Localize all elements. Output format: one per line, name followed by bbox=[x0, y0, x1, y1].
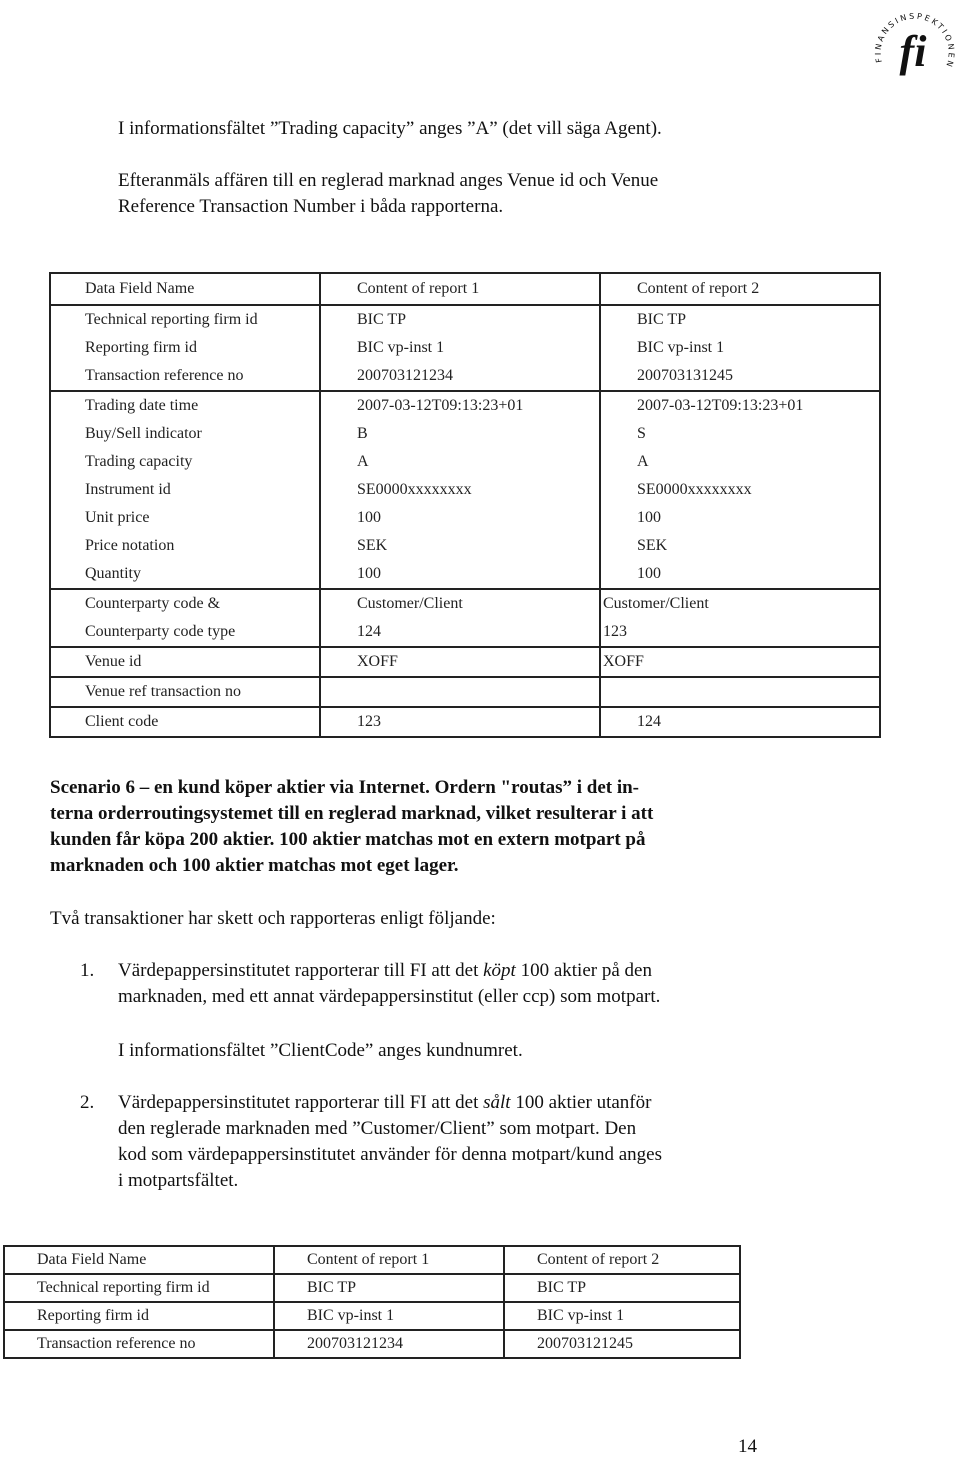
header-cell: Data Field Name bbox=[4, 1246, 274, 1274]
table-row bbox=[50, 391, 880, 420]
table-cell: A bbox=[600, 448, 880, 476]
table-row bbox=[50, 305, 880, 334]
table-cell: 100 bbox=[320, 504, 600, 532]
table-cell: S bbox=[600, 420, 880, 448]
table-cell: BIC TP bbox=[320, 305, 600, 334]
table-cell: Client code bbox=[50, 707, 320, 737]
list-item-1-line1-pre: Värdepappersinstitutet rapporterar till FI att det bbox=[118, 960, 484, 981]
table-row bbox=[50, 532, 880, 560]
header-cell: Content of report 1 bbox=[274, 1246, 504, 1274]
table-cell: BIC TP bbox=[274, 1274, 504, 1302]
list-item-1-emphasis: köpt bbox=[483, 960, 516, 981]
table-header-row bbox=[4, 1246, 740, 1274]
list-item-1-line1-post: 100 aktier på den bbox=[515, 960, 652, 981]
table-cell: BIC TP bbox=[504, 1274, 740, 1302]
table-cell: SE0000xxxxxxxx bbox=[600, 476, 880, 504]
table-row bbox=[50, 707, 880, 737]
list-item-2-text bbox=[118, 1090, 662, 1194]
intro-paragraph-1: I informationsfältet ”Trading capacity” anges ”A” (det vill säga Agent). bbox=[118, 118, 662, 139]
table-cell: BIC vp-inst 1 bbox=[600, 334, 880, 362]
table-cell: Trading date time bbox=[50, 391, 320, 420]
table-row bbox=[50, 476, 880, 504]
table-cell: BIC TP bbox=[600, 305, 880, 334]
table-cell: Instrument id bbox=[50, 476, 320, 504]
list-item-2-line1-pre: Värdepappersinstitutet rapporterar till FI att det bbox=[118, 1092, 484, 1113]
table-cell: SEK bbox=[600, 532, 880, 560]
table-cell: SE0000xxxxxxxx bbox=[320, 476, 600, 504]
table-cell: 100 bbox=[600, 560, 880, 589]
table-row bbox=[50, 677, 880, 707]
list-item-1-text bbox=[118, 958, 660, 1010]
table-cell: Buy/Sell indicator bbox=[50, 420, 320, 448]
page-number: 14 bbox=[738, 1436, 757, 1457]
header-cell: Content of report 1 bbox=[320, 273, 600, 305]
table-cell: 200703121234 bbox=[274, 1330, 504, 1358]
table-row bbox=[50, 448, 880, 476]
table-cell: BIC vp-inst 1 bbox=[274, 1302, 504, 1330]
table-cell: Price notation bbox=[50, 532, 320, 560]
table-cell: 124 bbox=[600, 707, 880, 737]
header-cell: Content of report 2 bbox=[504, 1246, 740, 1274]
table-cell: Venue ref transaction no bbox=[50, 677, 320, 707]
list-item-1-line2: marknaden, med ett annat värdepappersinstitut (eller ccp) som motpart. bbox=[118, 986, 661, 1007]
table-cell: Transaction reference no bbox=[4, 1330, 274, 1358]
list-item-1-number: 1. bbox=[80, 960, 95, 981]
list-item-2-line1-post: 100 aktier utanför bbox=[510, 1092, 652, 1113]
table-row bbox=[4, 1330, 740, 1358]
table-cell: Transaction reference no bbox=[50, 362, 320, 391]
table-cell: Trading capacity bbox=[50, 448, 320, 476]
scenario-line: Scenario 6 – en kund köper aktier via Internet. Ordern "routas” i det in- bbox=[50, 777, 640, 798]
table-cell: BIC vp-inst 1 bbox=[320, 334, 600, 362]
table-cell: Customer/Client bbox=[600, 589, 880, 618]
table-cell: SEK bbox=[320, 532, 600, 560]
list-item-2-line4: i motpartsfältet. bbox=[118, 1170, 239, 1191]
logo-arc-text: FINANSINSPEKTIONEN bbox=[873, 11, 956, 71]
intro-paragraph-2-line-1: Efteranmäls affären till en reglerad marknad anges Venue id och Venue bbox=[118, 170, 659, 191]
list-item-2-number: 2. bbox=[80, 1092, 95, 1113]
table-row bbox=[4, 1274, 740, 1302]
two-transactions-text: Två transaktioner har skett och rapporteras enligt följande: bbox=[50, 908, 496, 929]
table-cell: Technical reporting firm id bbox=[50, 305, 320, 334]
table-cell: Unit price bbox=[50, 504, 320, 532]
table-cell: Technical reporting firm id bbox=[4, 1274, 274, 1302]
table-row bbox=[50, 334, 880, 362]
table-cell: XOFF bbox=[600, 647, 880, 677]
table-row bbox=[4, 1302, 740, 1330]
table-cell bbox=[320, 677, 600, 707]
table-cell: 123 bbox=[600, 618, 880, 647]
table-cell: Customer/Client bbox=[320, 589, 600, 618]
table-row bbox=[50, 560, 880, 589]
header-cell: Data Field Name bbox=[50, 273, 320, 305]
table-cell: 124 bbox=[320, 618, 600, 647]
table-cell: 2007-03-12T09:13:23+01 bbox=[320, 391, 600, 420]
table-cell: B bbox=[320, 420, 600, 448]
logo-mark: fi bbox=[899, 27, 927, 76]
list-item-2-line3: kod som värdepappersinstitutet använder för denna motpart/kund anges bbox=[118, 1144, 662, 1165]
finansinspektionen-logo bbox=[868, 0, 958, 90]
table-header-row bbox=[50, 273, 880, 305]
table-cell: Venue id bbox=[50, 647, 320, 677]
scenario-line: terna orderroutingsystemet till en reglerad marknad, vilket resulterar i att bbox=[50, 803, 654, 824]
table-cell: BIC vp-inst 1 bbox=[504, 1302, 740, 1330]
table-row bbox=[50, 420, 880, 448]
table-cell: 100 bbox=[600, 504, 880, 532]
table-cell: 200703121245 bbox=[504, 1330, 740, 1358]
intro-paragraph-2-line-2: Reference Transaction Number i båda rapporterna. bbox=[118, 196, 504, 217]
table-cell: A bbox=[320, 448, 600, 476]
list-item-1-note: I informationsfältet ”ClientCode” anges kundnumret. bbox=[118, 1040, 523, 1061]
table-cell: 200703131245 bbox=[600, 362, 880, 391]
table-cell: Counterparty code type bbox=[50, 618, 320, 647]
report-table-2 bbox=[3, 1245, 741, 1359]
table-cell: Quantity bbox=[50, 560, 320, 589]
list-item-2-emphasis: sålt bbox=[483, 1092, 511, 1113]
table-cell: XOFF bbox=[320, 647, 600, 677]
table-cell: Counterparty code & bbox=[50, 589, 320, 618]
table-cell: 100 bbox=[320, 560, 600, 589]
scenario-line: marknaden och 100 aktier matchas mot eget lager. bbox=[50, 855, 459, 876]
table-row bbox=[50, 504, 880, 532]
table-cell bbox=[600, 677, 880, 707]
table-cell: Reporting firm id bbox=[4, 1302, 274, 1330]
scenario-heading bbox=[50, 775, 653, 879]
table-row bbox=[50, 362, 880, 391]
table-cell: 2007-03-12T09:13:23+01 bbox=[600, 391, 880, 420]
table-row bbox=[50, 618, 880, 647]
table-row bbox=[50, 589, 880, 618]
table-cell: 200703121234 bbox=[320, 362, 600, 391]
scenario-line: kunden får köpa 200 aktier. 100 aktier matchas mot en extern motpart på bbox=[50, 829, 646, 850]
table-cell: 123 bbox=[320, 707, 600, 737]
table-row bbox=[50, 647, 880, 677]
report-table-1 bbox=[49, 272, 881, 738]
table-cell: Reporting firm id bbox=[50, 334, 320, 362]
header-cell: Content of report 2 bbox=[600, 273, 880, 305]
list-item-2-line2: den reglerade marknaden med ”Customer/Client” som motpart. Den bbox=[118, 1118, 637, 1139]
